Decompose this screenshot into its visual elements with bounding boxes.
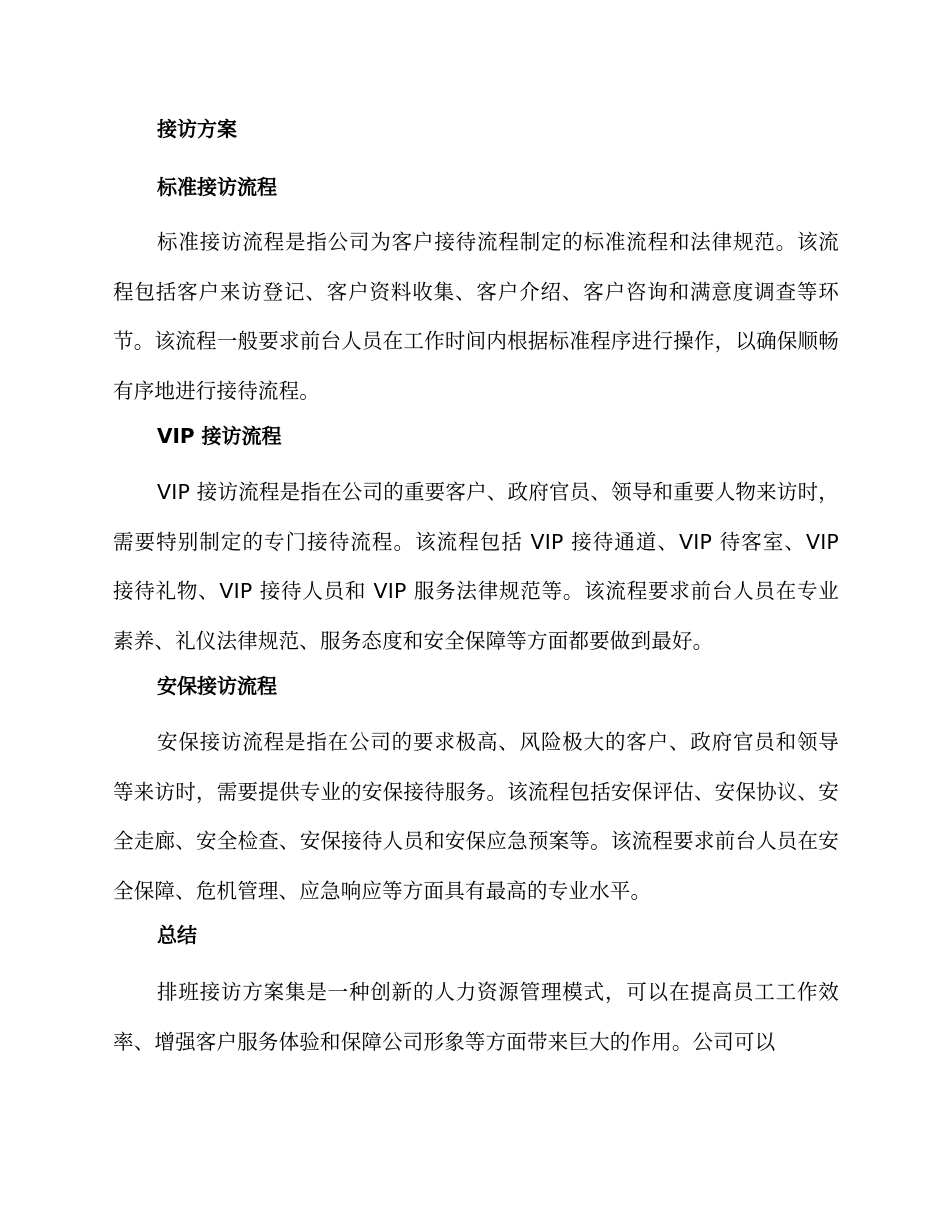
section-body-summary: 排班接访方案集是一种创新的人力资源管理模式，可以在提高员工工作效率、增强客户服务体验和保障公司形象等方面带来巨大的作用。公司可以 xyxy=(113,980,839,1054)
section-body-standard: 标准接访流程是指公司为客户接待流程制定的标准流程和法律规范。该流程包括客户来访登记、客户资料收集、客户介绍、客户咨询和满意度调查等环节。该流程一般要求前台人员在工作时间内根据标准程序进行操作，以确保顺畅有序地进行接待流程。 xyxy=(113,230,839,403)
section-heading-standard: 标准接访流程 xyxy=(157,175,277,199)
section-heading-security: 安保接访流程 xyxy=(157,674,277,698)
section-heading-vip: VIP 接访流程 xyxy=(157,424,282,448)
section-body-security: 安保接访流程是指在公司的要求极高、风险极大的客户、政府官员和领导等来访时，需要提供专业的安保接待服务。该流程包括安保评估、安保协议、安全走廊、安全检查、安保接待人员和安保应急预案等。该流程要求前台人员在安全保障、危机管理、应急响应等方面具有最高的专业水平。 xyxy=(113,730,839,903)
document-title: 接访方案 xyxy=(157,117,237,141)
section-body-vip: VIP 接访流程是指在公司的重要客户、政府官员、领导和重要人物来访时，需要特别制定的专门接待流程。该流程包括 VIP 接待通道、VIP 待客室、VIP 接待礼物、VIP 接待人员和 VIP 服务法律规范等。该流程要求前台人员在专业素养、礼仪法律规范、服务态度和安全保障等方面都要做到最好。 xyxy=(113,480,839,653)
section-heading-summary: 总结 xyxy=(157,923,197,947)
